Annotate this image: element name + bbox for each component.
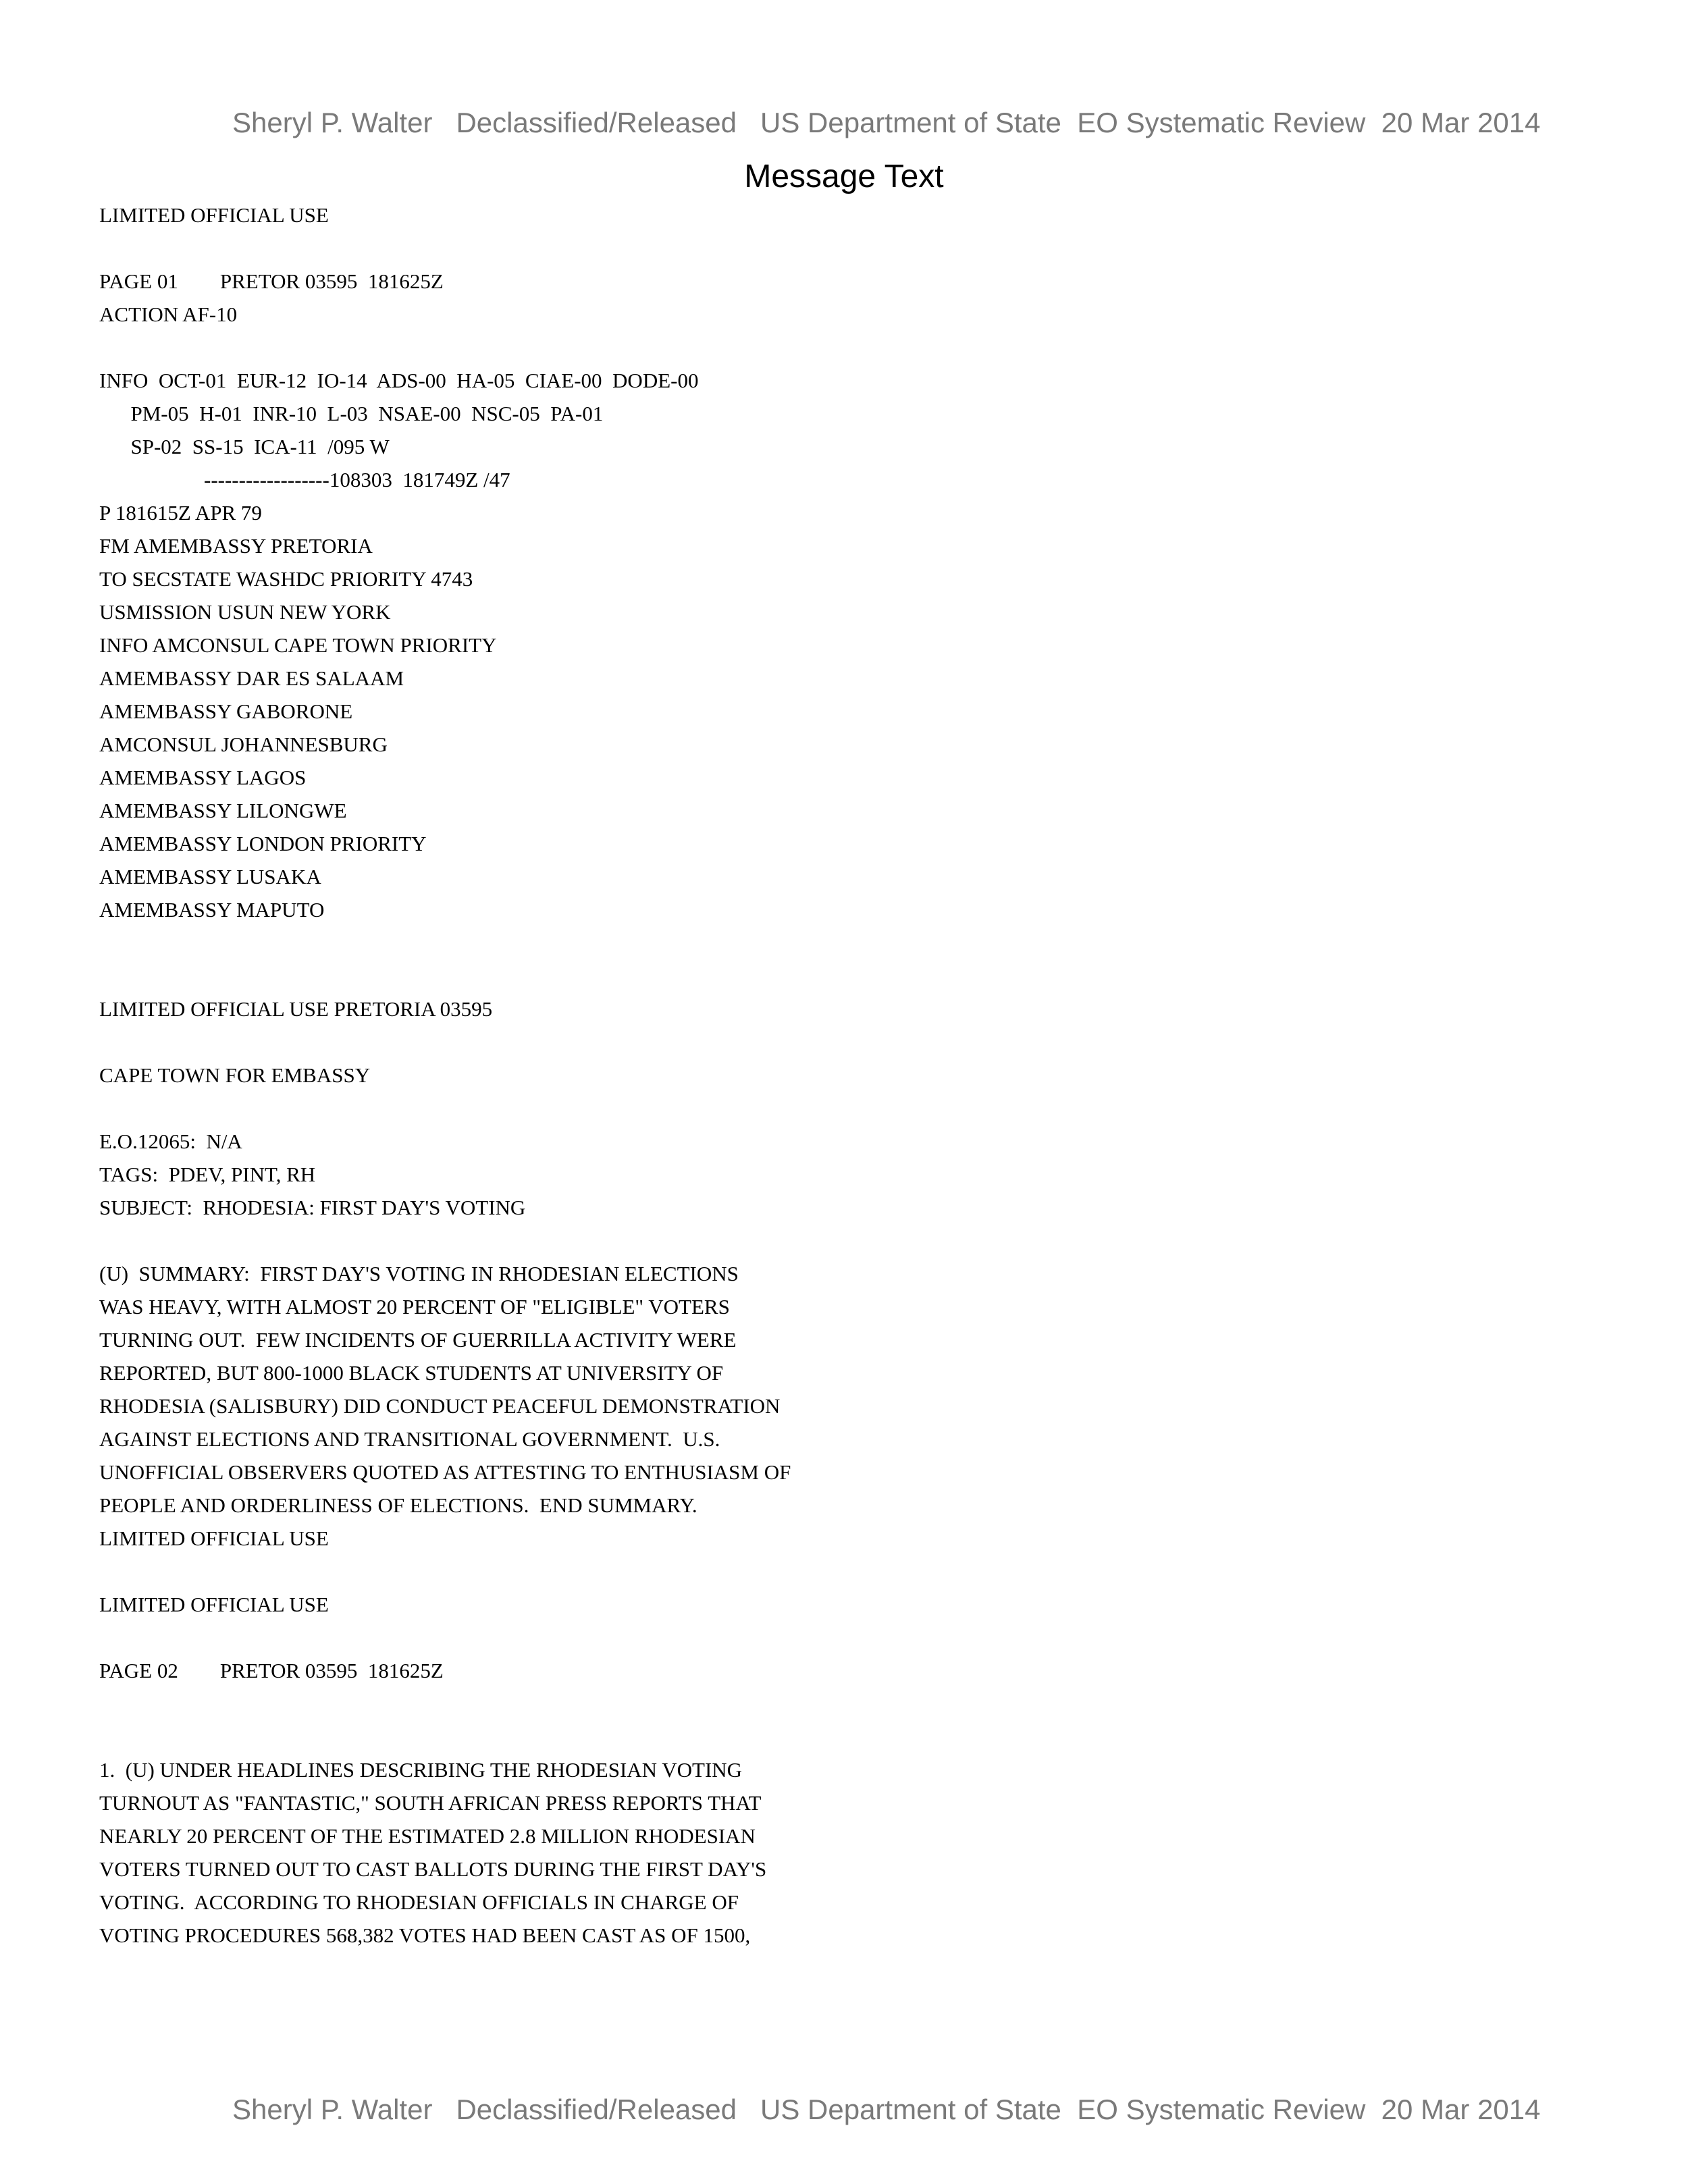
message-line — [99, 331, 1585, 364]
message-line: AMCONSUL JOHANNESBURG — [99, 733, 388, 756]
message-line: TURNOUT AS "FANTASTIC," SOUTH AFRICAN PRESS REPORTS THAT — [99, 1791, 762, 1815]
message-line: AMEMBASSY LONDON PRIORITY — [99, 832, 427, 855]
message-line — [99, 1026, 1585, 1059]
message-line: AMEMBASSY MAPUTO — [99, 898, 325, 922]
message-line: AMEMBASSY DAR ES SALAAM — [99, 666, 404, 690]
page-title — [0, 157, 1688, 197]
message-line: CAPE TOWN FOR EMBASSY — [99, 1063, 371, 1087]
declassification-banner-top — [0, 72, 1688, 140]
message-line: TO SECSTATE WASHDC PRIORITY 4743 — [99, 567, 473, 591]
message-line: PEOPLE AND ORDERLINESS OF ELECTIONS. END SUMMARY. — [99, 1493, 697, 1517]
message-line — [99, 1224, 1585, 1257]
message-line — [99, 1687, 1585, 1720]
message-line: (U) SUMMARY: FIRST DAY'S VOTING IN RHODESIAN ELECTIONS — [99, 1262, 739, 1285]
message-line: VOTERS TURNED OUT TO CAST BALLOTS DURING THE FIRST DAY'S — [99, 1857, 767, 1881]
message-line: E.O.12065: N/A — [99, 1129, 242, 1153]
message-line: AMEMBASSY GABORONE — [99, 699, 353, 723]
message-line: SUBJECT: RHODESIA: FIRST DAY'S VOTING — [99, 1196, 526, 1219]
message-line: NEARLY 20 PERCENT OF THE ESTIMATED 2.8 MILLION RHODESIAN — [99, 1824, 756, 1848]
message-line: FM AMEMBASSY PRETORIA — [99, 534, 373, 558]
message-line: PAGE 01 PRETOR 03595 181625Z — [99, 269, 444, 293]
message-line: RHODESIA (SALISBURY) DID CONDUCT PEACEFUL DEMONSTRATION — [99, 1394, 781, 1418]
message-line: LIMITED OFFICIAL USE — [99, 203, 329, 227]
message-line: INFO OCT-01 EUR-12 IO-14 ADS-00 HA-05 CIAE-00 DODE-00 — [99, 369, 699, 392]
message-line — [99, 926, 1585, 959]
message-line: PAGE 02 PRETOR 03595 181625Z — [99, 1659, 444, 1682]
message-line: AMEMBASSY LUSAKA — [99, 865, 321, 888]
message-body — [99, 198, 1585, 1952]
message-line: VOTING. ACCORDING TO RHODESIAN OFFICIALS IN CHARGE OF — [99, 1890, 739, 1914]
message-line: P 181615Z APR 79 — [99, 501, 262, 525]
message-line: LIMITED OFFICIAL USE — [99, 1526, 329, 1550]
page-title-text: Message Text — [744, 159, 944, 194]
message-line — [99, 1720, 1585, 1753]
message-line: SP-02 SS-15 ICA-11 /095 W — [99, 435, 390, 458]
message-line: AMEMBASSY LILONGWE — [99, 799, 347, 822]
message-line: LIMITED OFFICIAL USE PRETORIA 03595 — [99, 997, 493, 1021]
message-line: 1. (U) UNDER HEADLINES DESCRIBING THE RHODESIAN VOTING — [99, 1758, 743, 1782]
banner-top-text: Sheryl P. Walter Declassified/Released US Department of State EO Systematic Review 20 Mar 2014 — [232, 107, 1541, 138]
message-line: UNOFFICIAL OBSERVERS QUOTED AS ATTESTING TO ENTHUSIASM OF — [99, 1460, 791, 1484]
message-line: ACTION AF-10 — [99, 302, 238, 326]
message-line: LIMITED OFFICIAL USE — [99, 1593, 329, 1616]
banner-bottom-text: Sheryl P. Walter Declassified/Released US Department of State EO Systematic Review 20 Mar 2014 — [232, 2094, 1541, 2125]
message-line — [99, 1621, 1585, 1654]
declassification-banner-bottom — [0, 2059, 1688, 2127]
message-line: TURNING OUT. FEW INCIDENTS OF GUERRILLA ACTIVITY WERE — [99, 1328, 737, 1352]
message-line: PM-05 H-01 INR-10 L-03 NSAE-00 NSC-05 PA-01 — [99, 402, 604, 425]
message-line: REPORTED, BUT 800-1000 BLACK STUDENTS AT UNIVERSITY OF — [99, 1361, 724, 1385]
message-line — [99, 1555, 1585, 1588]
message-line: WAS HEAVY, WITH ALMOST 20 PERCENT OF "ELIGIBLE" VOTERS — [99, 1295, 730, 1319]
message-line: USMISSION USUN NEW YORK — [99, 600, 391, 624]
message-line: AMEMBASSY LAGOS — [99, 766, 307, 789]
message-line — [99, 959, 1585, 992]
message-line — [99, 1092, 1585, 1125]
message-line: ------------------108303 181749Z /47 — [99, 468, 510, 491]
message-line: INFO AMCONSUL CAPE TOWN PRIORITY — [99, 633, 497, 657]
message-line: AGAINST ELECTIONS AND TRANSITIONAL GOVERNMENT. U.S. — [99, 1427, 720, 1451]
message-line: VOTING PROCEDURES 568,382 VOTES HAD BEEN CAST AS OF 1500, — [99, 1923, 751, 1947]
message-line — [99, 232, 1585, 265]
message-line: TAGS: PDEV, PINT, RH — [99, 1163, 316, 1186]
